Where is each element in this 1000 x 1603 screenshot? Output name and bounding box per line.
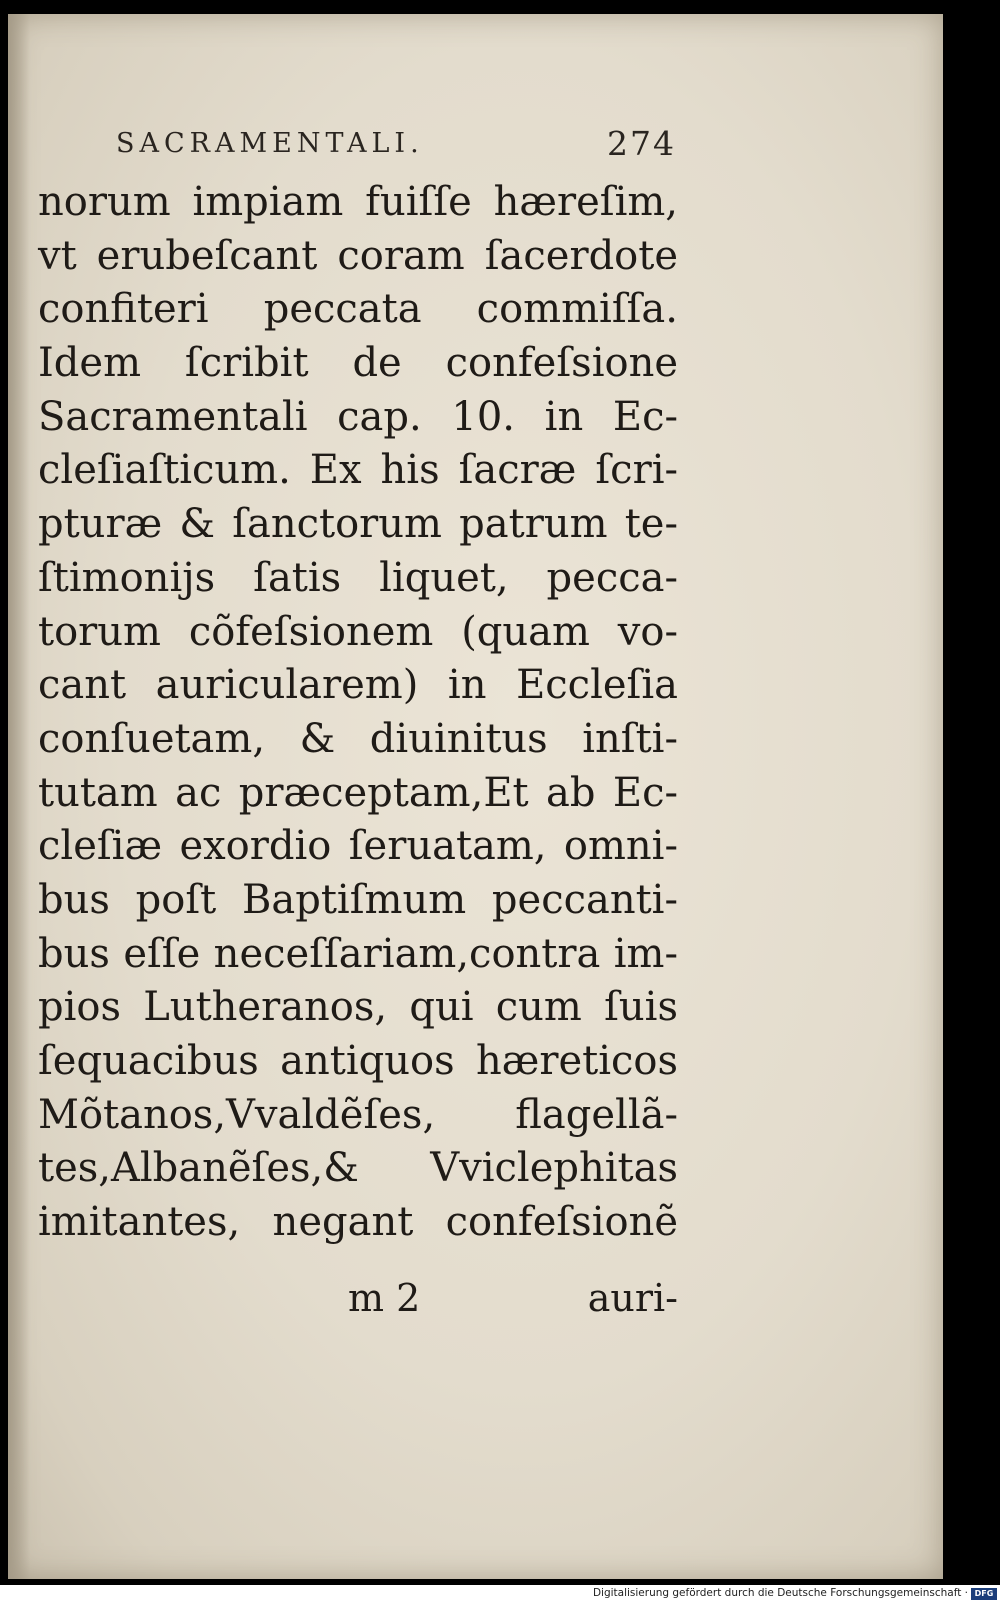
text-line: torum cõfeſsionem (quam vo- (38, 608, 678, 655)
book-page (8, 14, 943, 1579)
text-line: bus poſt Baptiſmum peccanti- (38, 876, 678, 923)
signature-mark: m 2 (348, 1276, 421, 1320)
text-line: vt erubeſcant coram ſacerdote (38, 232, 678, 279)
text-line: Sacramentali cap. 10. in Ec- (38, 393, 678, 440)
text-line: cleſiæ exordio ſeruatam, omni- (38, 823, 678, 870)
page-gutter-shadow (8, 14, 30, 1579)
text-line: Mõtanos,Vvaldẽſes, flagellã- (38, 1091, 678, 1138)
dfg-logo: DFG (971, 1588, 997, 1600)
text-line: tes,Albanẽſes,& Vviclephitas (38, 1145, 678, 1192)
text-line: pios Lutheranos, qui cum ſuis (38, 984, 678, 1031)
funding-credit: Digitalisierung gefördert durch die Deutsche Forschungsgemeinschaft · (592, 1587, 968, 1599)
text-line: pturæ & ſanctorum patrum te- (38, 501, 678, 548)
footer-bar (0, 1585, 1000, 1603)
text-line: cleſiaſticum. Ex his ſacræ ſcri- (38, 447, 678, 494)
folio-number: 274 (607, 124, 676, 163)
text-line: tutam ac præceptam,Et ab Ec- (38, 769, 678, 816)
text-line: ſtimonijs ſatis liquet, pecca- (38, 554, 678, 601)
running-title: SACRAMENTALI. (116, 128, 424, 159)
text-line: confiteri peccata commiſſa. (38, 286, 678, 333)
running-head (106, 122, 676, 162)
text-line: cant auricularem) in Eccleſia (38, 662, 678, 709)
text-line: conſuetam, & diuinitus inſti- (38, 715, 678, 762)
text-line: Idem ſcribit de confeſsione (38, 340, 678, 387)
text-block (38, 176, 678, 1250)
text-line: imitantes, negant confeſsionẽ (38, 1199, 678, 1246)
text-line: norum impiam fuiſſe hæreſim, (38, 179, 678, 225)
catchword: auri- (587, 1276, 678, 1320)
text-line: ſequacibus antiquos hæreticos (38, 1038, 678, 1084)
signature-line (348, 1276, 678, 1326)
text-line: bus eſſe neceſſariam,contra im- (38, 930, 678, 977)
